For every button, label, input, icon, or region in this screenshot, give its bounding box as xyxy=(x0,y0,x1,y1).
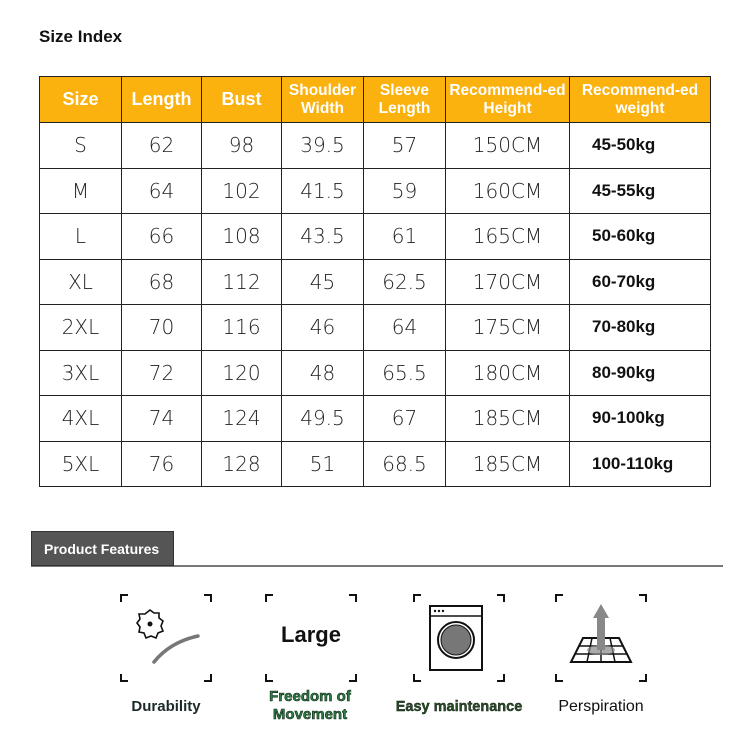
table-cell: 124 xyxy=(202,396,282,442)
table-cell: 76 xyxy=(122,441,202,487)
table-cell: 175CM xyxy=(446,305,570,351)
table-cell: 2XL xyxy=(40,305,122,351)
table-cell: 170CM xyxy=(446,259,570,305)
table-cell: 4XL xyxy=(40,396,122,442)
table-cell: 160CM xyxy=(446,168,570,214)
table-cell: 46 xyxy=(282,305,364,351)
page-title: Size Index xyxy=(39,27,123,46)
table-cell: 185CM xyxy=(446,396,570,442)
table-cell: 120 xyxy=(202,350,282,396)
table-cell: 39.5 xyxy=(282,123,364,169)
table-cell: 102 xyxy=(202,168,282,214)
table-cell: 60-70kg xyxy=(570,259,711,305)
table-cell: 74 xyxy=(122,396,202,442)
feature-label: Easy maintenance xyxy=(395,699,523,715)
table-header-row xyxy=(40,77,711,123)
table-cell: 49.5 xyxy=(282,396,364,442)
table-cell: 72 xyxy=(122,350,202,396)
size-table xyxy=(39,76,711,487)
table-cell: 98 xyxy=(202,123,282,169)
table-cell: 150CM xyxy=(446,123,570,169)
table-cell: 70 xyxy=(122,305,202,351)
table-cell: 43.5 xyxy=(282,214,364,260)
table-cell: 70-80kg xyxy=(570,305,711,351)
table-cell: 90-100kg xyxy=(570,396,711,442)
table-cell: 59 xyxy=(364,168,446,214)
table-cell: 100-110kg xyxy=(570,441,711,487)
table-row xyxy=(40,396,711,442)
product-features-tab: Product Features xyxy=(31,531,174,566)
table-cell: 64 xyxy=(122,168,202,214)
header-recommended-height: Recommend-ed Height xyxy=(446,77,570,123)
table-cell: 80-90kg xyxy=(570,350,711,396)
table-cell: M xyxy=(40,168,122,214)
table-cell: 112 xyxy=(202,259,282,305)
table-cell: 66 xyxy=(122,214,202,260)
table-cell: 165CM xyxy=(446,214,570,260)
product-features-bar xyxy=(31,531,723,567)
header-recommended-weight: Recommend-ed weight xyxy=(570,77,711,123)
saw-blade-icon xyxy=(128,600,204,676)
washing-machine-icon xyxy=(421,600,497,676)
header-bust: Bust xyxy=(202,77,282,123)
large-text-icon: Large xyxy=(281,622,341,647)
table-cell: 64 xyxy=(364,305,446,351)
table-cell: 65.5 xyxy=(364,350,446,396)
feature-label: Freedom of Movement xyxy=(269,688,351,723)
table-cell: L xyxy=(40,214,122,260)
table-cell: 62 xyxy=(122,123,202,169)
table-cell: 45 xyxy=(282,259,364,305)
table-cell: 185CM xyxy=(446,441,570,487)
table-row xyxy=(40,350,711,396)
table-cell: S xyxy=(40,123,122,169)
table-cell: 68.5 xyxy=(364,441,446,487)
table-cell: 51 xyxy=(282,441,364,487)
table-cell: 45-55kg xyxy=(570,168,711,214)
table-row xyxy=(40,441,711,487)
table-cell: 57 xyxy=(364,123,446,169)
table-row xyxy=(40,123,711,169)
table-cell: 5XL xyxy=(40,441,122,487)
table-cell: 108 xyxy=(202,214,282,260)
table-cell: 41.5 xyxy=(282,168,364,214)
header-shoulder-width: Shoulder Width xyxy=(282,77,364,123)
table-cell: 45-50kg xyxy=(570,123,711,169)
table-cell: 67 xyxy=(364,396,446,442)
table-row xyxy=(40,168,711,214)
table-row xyxy=(40,305,711,351)
table-row xyxy=(40,214,711,260)
perspiration-icon xyxy=(563,600,639,676)
header-sleeve-length: Sleeve Length xyxy=(364,77,446,123)
table-cell: 180CM xyxy=(446,350,570,396)
table-cell: 128 xyxy=(202,441,282,487)
feature-perspiration xyxy=(555,594,647,715)
table-cell: 116 xyxy=(202,305,282,351)
table-row xyxy=(40,259,711,305)
header-length: Length xyxy=(122,77,202,123)
feature-easy-maintenance xyxy=(395,594,523,715)
table-cell: 48 xyxy=(282,350,364,396)
table-cell: 61 xyxy=(364,214,446,260)
table-cell: 50-60kg xyxy=(570,214,711,260)
feature-durability xyxy=(120,594,212,715)
table-cell: 62.5 xyxy=(364,259,446,305)
feature-freedom-of-movement xyxy=(265,594,357,723)
feature-label: Durability xyxy=(131,698,201,715)
table-cell: 3XL xyxy=(40,350,122,396)
feature-label: Perspiration xyxy=(558,698,644,715)
table-cell: XL xyxy=(40,259,122,305)
table-cell: 68 xyxy=(122,259,202,305)
header-size: Size xyxy=(40,77,122,123)
